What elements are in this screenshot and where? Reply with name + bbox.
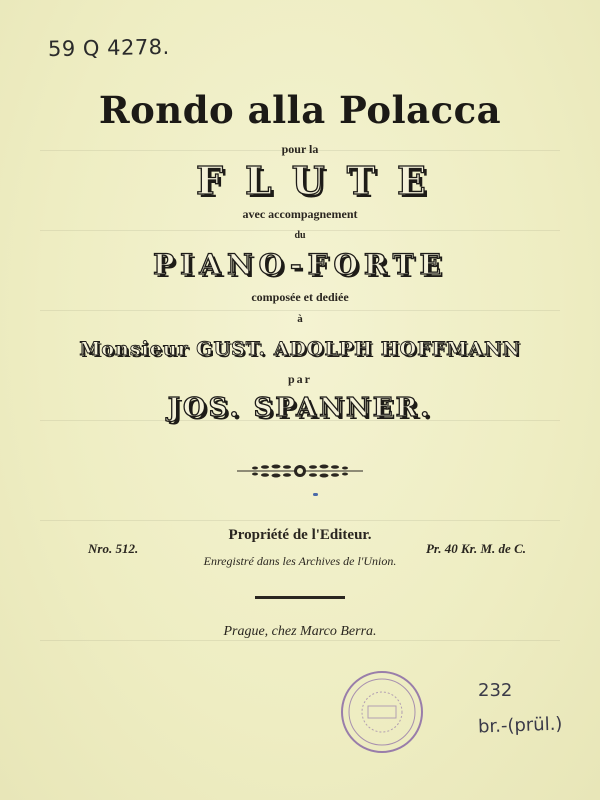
divider-rule	[255, 596, 345, 599]
ornament-divider	[235, 460, 365, 482]
line-composee: composée et dediée	[251, 290, 349, 304]
line-a: à	[297, 313, 303, 325]
composer: JOS. SPANNER.	[167, 393, 433, 423]
library-stamp	[340, 670, 424, 754]
line-pour: pour la	[281, 142, 319, 156]
line-par: par	[288, 372, 312, 386]
handwritten-note: br.-(prül.)	[477, 713, 563, 738]
dedicatee: Monsieur GUST. ADOLPH HOFFMANN	[79, 338, 521, 360]
line-avec: avec accompagnement	[242, 207, 358, 221]
accompaniment: PIANO-FORTE	[153, 248, 447, 281]
bleed-through-line	[40, 310, 560, 311]
title: Rondo alla Polacca	[98, 88, 502, 132]
proprietor-line: Propriété de l'Editeur.	[228, 527, 372, 543]
catalogue-number: Nro. 512.	[88, 541, 139, 556]
ink-dot	[313, 493, 318, 496]
handwritten-number: 232	[478, 680, 513, 701]
instrument: FLUTE	[196, 158, 448, 203]
publisher-line: Prague, chez Marco Berra.	[223, 624, 377, 639]
registration-line: Enregistré dans les Archives de l'Union.	[203, 554, 397, 568]
price: Pr. 40 Kr. M. de C.	[425, 541, 526, 556]
bleed-through-line	[40, 640, 560, 641]
inventory-mark: 59 Q 4278.	[47, 34, 170, 62]
bleed-through-line	[40, 520, 560, 521]
line-du: du	[294, 230, 306, 241]
